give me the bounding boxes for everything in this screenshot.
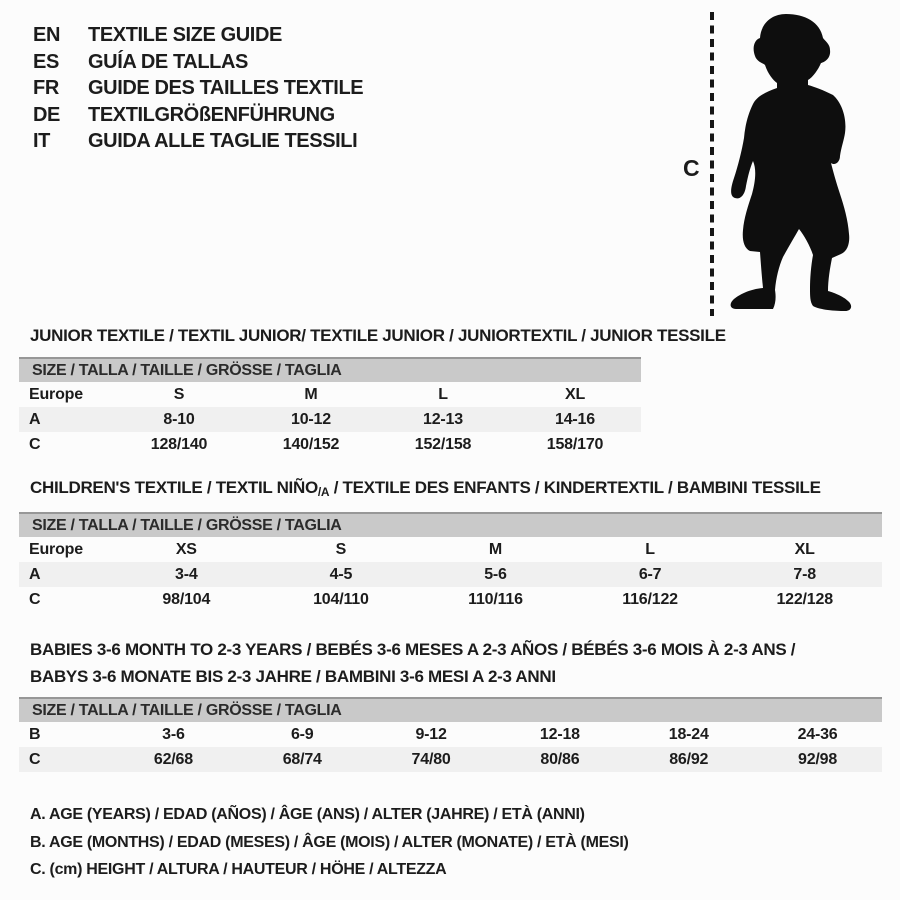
table-row-age [19, 562, 882, 587]
size-header-bar: SIZE / TALLA / TAILLE / GRÖSSE / TAGLIA [19, 697, 882, 722]
legend-line-c: C. (cm) HEIGHT / ALTURA / HAUTEUR / HÖHE / ALTEZZA [30, 861, 447, 878]
size-cell: S [335, 540, 347, 558]
months-cell: 24-36 [797, 725, 838, 743]
height-cell: 140/152 [282, 435, 340, 453]
row-label: A [29, 565, 41, 583]
guide-title-fr: GUIDE DES TAILLES TEXTILE [88, 77, 364, 99]
table-row-height [19, 432, 641, 457]
babies-size-table [19, 697, 882, 772]
height-cell: 104/110 [313, 590, 369, 608]
language-title-block [33, 22, 363, 155]
guide-title-de: TEXTILGRÖßENFÜHRUNG [88, 103, 335, 126]
months-cell: 18-24 [668, 725, 709, 743]
row-label: C [29, 590, 41, 608]
table-row-europe [19, 382, 641, 407]
height-cell: 116/122 [622, 590, 678, 608]
age-cell: 12-13 [423, 410, 463, 428]
height-cell: 86/92 [669, 750, 709, 768]
size-cell: S [173, 385, 185, 403]
row-label: Europe [29, 385, 83, 403]
months-cell: 12-18 [539, 725, 580, 743]
row-label: B [29, 725, 41, 743]
junior-size-table [19, 357, 641, 457]
age-cell: 10-12 [291, 410, 331, 428]
height-label-c: C [683, 155, 700, 181]
children-title-sub: /A [317, 485, 330, 499]
size-header-bar: SIZE / TALLA / TAILLE / GRÖSSE / TAGLIA [19, 357, 641, 382]
height-cell: 80/86 [540, 750, 580, 768]
language-row-es [33, 49, 363, 76]
language-row-en [33, 22, 363, 49]
size-cell: L [438, 385, 448, 403]
size-cell: L [645, 540, 655, 558]
size-cell: XL [794, 540, 815, 558]
children-size-table [19, 512, 882, 612]
age-cell: 3-4 [175, 565, 198, 583]
legend-line-a: A. AGE (YEARS) / EDAD (AÑOS) / ÂGE (ANS) / ALTER (JAHRE) / ETÀ (ANNI) [30, 806, 585, 823]
height-cell: 62/68 [153, 750, 193, 768]
table-row-months [19, 722, 882, 747]
children-section-title [30, 478, 821, 499]
height-cell: 98/104 [162, 590, 211, 608]
language-code: FR [33, 77, 59, 99]
height-cell: 74/80 [411, 750, 451, 768]
row-label: C [29, 750, 41, 768]
junior-section-title: JUNIOR TEXTILE / TEXTIL JUNIOR/ TEXTILE JUNIOR / JUNIORTEXTIL / JUNIOR TESSILE [30, 326, 726, 345]
size-cell: XS [175, 540, 197, 558]
height-cell: 92/98 [798, 750, 838, 768]
age-cell: 14-16 [555, 410, 595, 428]
size-header-bar: SIZE / TALLA / TAILLE / GRÖSSE / TAGLIA [19, 512, 882, 537]
age-cell: 7-8 [793, 565, 816, 583]
table-row-height [19, 747, 882, 772]
height-cell: 128/140 [150, 435, 208, 453]
age-cell: 6-7 [638, 565, 662, 583]
row-label: Europe [29, 540, 83, 558]
table-row-height [19, 587, 882, 612]
guide-title-en: TEXTILE SIZE GUIDE [88, 24, 282, 46]
height-cell: 158/170 [546, 435, 604, 453]
size-cell: XL [564, 385, 586, 403]
language-code: IT [33, 130, 50, 152]
language-code: ES [33, 50, 59, 73]
row-label: C [29, 435, 41, 453]
measurement-legend [30, 801, 629, 884]
months-cell: 9-12 [415, 725, 447, 743]
height-cell: 122/128 [776, 590, 833, 608]
children-title-part: CHILDREN'S TEXTILE / TEXTIL NIÑO [30, 478, 318, 497]
height-cell: 152/158 [414, 435, 472, 453]
baby-silhouette-shape [731, 14, 852, 311]
babies-title-line-2: BABYS 3-6 MONATE BIS 2-3 JAHRE / BAMBINI 3-6 MESI A 2-3 ANNI [30, 667, 556, 686]
height-measure-figure [656, 6, 880, 320]
babies-title-line-1: BABIES 3-6 MONTH TO 2-3 YEARS / BEBÉS 3-6 MESES A 2-3 AÑOS / BÉBÉS 3-6 MOIS À 2-3 ANS / [30, 640, 796, 659]
table-row-age [19, 407, 641, 432]
size-cell: M [304, 385, 318, 403]
language-code: DE [33, 103, 60, 126]
language-row-fr [33, 75, 363, 102]
language-code: EN [33, 24, 60, 46]
size-cell: M [488, 540, 503, 558]
table-row-europe [19, 537, 882, 562]
age-cell: 4-5 [329, 565, 353, 583]
months-cell: 3-6 [162, 725, 185, 743]
height-cell: 68/74 [282, 750, 322, 768]
language-row-it [33, 128, 363, 155]
babies-section-title [30, 636, 795, 690]
months-cell: 6-9 [290, 725, 314, 743]
guide-title-es: GUÍA DE TALLAS [88, 50, 248, 73]
row-label: A [29, 410, 41, 428]
age-cell: 5-6 [484, 565, 507, 583]
legend-line-b: B. AGE (MONTHS) / EDAD (MESES) / ÂGE (MOIS) / ALTER (MONATE) / ETÀ (MESI) [30, 833, 629, 851]
height-cell: 110/116 [468, 590, 523, 608]
age-cell: 8-10 [163, 410, 195, 428]
toddler-silhouette-icon [656, 6, 880, 320]
children-title-part: / TEXTILE DES ENFANTS / KINDERTEXTIL / BAMBINI TESSILE [329, 478, 821, 497]
language-row-de [33, 102, 363, 129]
guide-title-it: GUIDA ALLE TAGLIE TESSILI [88, 130, 358, 152]
